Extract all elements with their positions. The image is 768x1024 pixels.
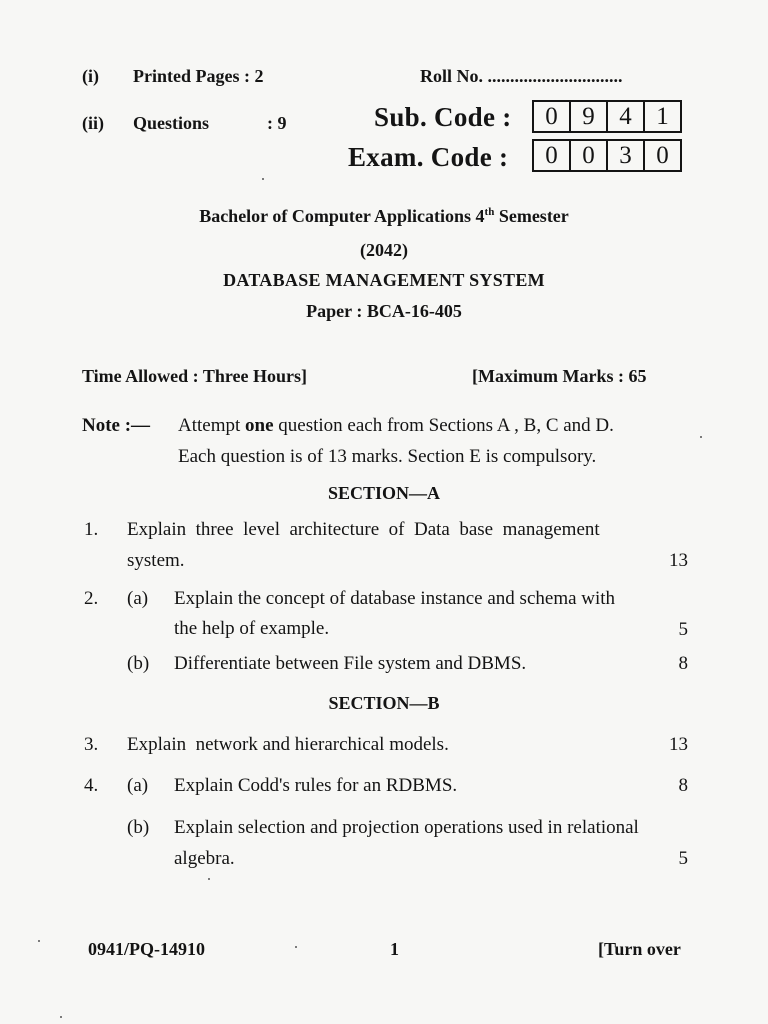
exam-code-digit: 0 [656, 142, 669, 169]
footer-paper-code: 0941/PQ-14910 [88, 939, 205, 959]
scan-speck [295, 946, 297, 948]
note-line-1-bold: one [245, 415, 274, 436]
printed-pages-index: (i) [82, 66, 99, 86]
q2b-marks: 8 [678, 653, 688, 674]
section-b-heading: SECTION—B [328, 693, 440, 713]
q4a-label: (a) [127, 775, 149, 796]
scan-speck [262, 178, 264, 180]
q4a-line-1: Explain Codd's rules for an RDBMS. [174, 775, 458, 796]
q1-line-1: Explain three level architecture of Data base management [127, 519, 600, 540]
exam-code-box [532, 139, 682, 172]
footer-turn-over: [Turn over [598, 939, 681, 959]
q3-line-1: Explain network and hierarchical models. [127, 734, 449, 755]
q2b-label: (b) [127, 653, 150, 674]
q4b-marks: 5 [678, 848, 688, 869]
printed-pages: Printed Pages : 2 [133, 66, 264, 86]
note-label: Note :— [82, 415, 151, 436]
exam-code-digit: 3 [608, 141, 645, 170]
sub-code-digit: 1 [656, 103, 669, 130]
q1-line-2: system. [127, 550, 185, 571]
scan-speck [208, 878, 210, 880]
max-marks: [Maximum Marks : 65 [472, 366, 647, 386]
roll-no: Roll No. .............................. [420, 66, 623, 86]
section-a-heading: SECTION—A [327, 483, 441, 503]
programme-title [0, 206, 768, 227]
q4b-line-1: Explain selection and projection operations used in relational [174, 817, 639, 838]
exam-year: (2042) [360, 240, 408, 260]
sub-code-digit: 9 [571, 102, 608, 131]
q2a-line-2: the help of example. [174, 618, 330, 639]
subject-title: DATABASE MANAGEMENT SYSTEM [223, 270, 545, 290]
sub-code-digit: 4 [608, 102, 645, 131]
scan-speck [700, 436, 702, 438]
programme-title-rest: Semester [494, 206, 569, 226]
footer-page-number: 1 [390, 939, 399, 959]
note-line-1-pre: Attempt [178, 415, 246, 436]
note-line-2: Each question is of 13 marks. Section E is compulsory. [178, 446, 597, 467]
q4b-line-2: algebra. [174, 848, 235, 869]
exam-code-digit: 0 [571, 141, 608, 170]
q3-marks: 13 [669, 734, 688, 755]
scan-speck [38, 940, 40, 942]
time-allowed: Time Allowed : Three Hours] [82, 366, 307, 386]
q1-number: 1. [84, 519, 99, 540]
paper-code: Paper : BCA-16-405 [306, 301, 462, 321]
note-line-1 [178, 415, 614, 437]
exam-code-digit: 0 [534, 141, 571, 170]
note-line-1-post: question each from Sections A , B, C and D. [273, 415, 614, 436]
sub-code-label: Sub. Code : [374, 102, 512, 132]
programme-title-sup: th [484, 206, 495, 218]
exam-code-label: Exam. Code : [348, 142, 509, 172]
q4b-label: (b) [127, 817, 150, 838]
q2-number: 2. [84, 588, 99, 609]
q2a-label: (a) [127, 588, 149, 609]
questions-value: : 9 [267, 113, 287, 133]
q2b-line-1: Differentiate between File system and DBMS. [174, 653, 527, 674]
q3-number: 3. [84, 734, 99, 755]
q2a-line-1: Explain the concept of database instance and schema with [174, 588, 616, 609]
programme-title-main: Bachelor of Computer Applications 4 [199, 206, 485, 226]
questions-label: Questions [133, 113, 210, 133]
q4-number: 4. [84, 775, 99, 796]
sub-code-box [532, 100, 682, 133]
q4a-marks: 8 [678, 775, 688, 796]
questions-index: (ii) [82, 113, 104, 133]
q2a-marks: 5 [678, 619, 688, 640]
sub-code-digit: 0 [534, 102, 571, 131]
scan-speck [60, 1016, 62, 1018]
q1-marks: 13 [669, 550, 688, 571]
